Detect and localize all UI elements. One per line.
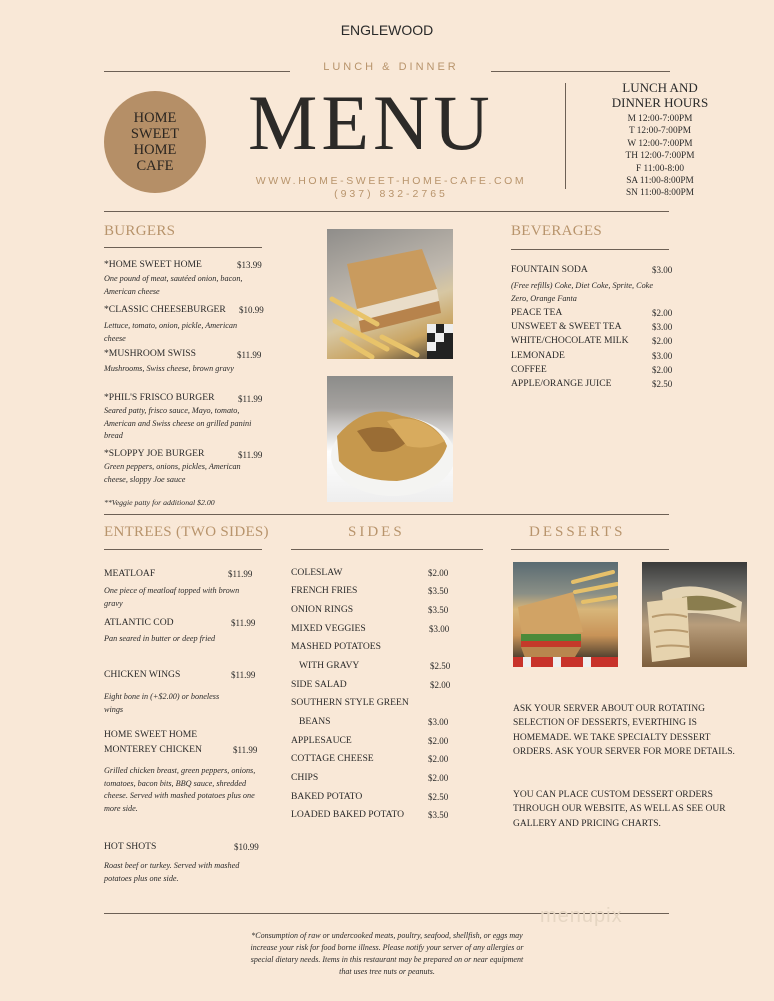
menu-item-name: APPLE/ORANGE JUICE xyxy=(511,378,612,389)
menu-item-name: ATLANTIC COD xyxy=(104,617,174,628)
menu-item-description: Grilled chicken breast, green peppers, onions, tomatoes, bacon bits, BBQ sauce, shredded cheese. Served with mashed potatoes plus one more side. xyxy=(104,766,256,813)
side-item-name: COLESLAW xyxy=(291,567,343,578)
menu-item-price: $11.99 xyxy=(237,350,262,360)
side-item-price: $3.00 xyxy=(429,624,450,634)
divider xyxy=(104,514,669,515)
logo-line: HOME xyxy=(133,142,177,158)
divider xyxy=(104,549,262,550)
menu-item-price: $10.99 xyxy=(234,842,259,852)
hours-row: T 12:00-7:00PM xyxy=(628,126,692,137)
menu-item-price: $2.00 xyxy=(652,308,673,318)
menu-item-price: $3.00 xyxy=(652,322,673,332)
hours-row: F 11:00-8:00 xyxy=(636,163,684,174)
sandwich-illustration xyxy=(327,229,453,359)
menu-item-price: $13.99 xyxy=(237,260,262,270)
menu-item-name: COFFEE xyxy=(511,364,547,375)
divider xyxy=(104,247,262,248)
menu-item-price: $11.99 xyxy=(238,450,263,460)
side-item-name: LOADED BAKED POTATO xyxy=(291,809,405,820)
side-item-price: $3.50 xyxy=(428,810,449,820)
menu-item-name: *PHIL'S FRISCO BURGER xyxy=(104,392,215,403)
hours-row: TH 12:00-7:00PM xyxy=(625,151,695,162)
hours-row: SN 11:00-8:00PM xyxy=(625,188,695,199)
hours-row: W 12:00-7:00PM xyxy=(627,138,693,149)
side-item-price: $3.00 xyxy=(428,717,449,727)
side-item-name: COTTAGE CHEESE xyxy=(291,753,374,764)
side-item-price: $2.00 xyxy=(428,736,449,746)
side-item-name: BAKED POTATO xyxy=(291,791,363,802)
logo-line: HOME xyxy=(133,110,177,126)
divider xyxy=(511,249,669,250)
menu-item-name: WHITE/CHOCOLATE MILK xyxy=(511,335,629,346)
menu-item-name: MONTEREY CHICKEN xyxy=(104,744,202,755)
menu-title: MENU xyxy=(248,79,494,166)
menu-item-name: LEMONADE xyxy=(511,350,565,361)
menu-item-name: *HOME SWEET HOME xyxy=(104,259,202,270)
menu-item-description: One pound of meat, sautéed onion, bacon, American cheese xyxy=(104,274,243,296)
side-item-name: APPLESAUCE xyxy=(291,735,352,746)
side-item-price: $2.50 xyxy=(430,661,451,671)
menu-item-name: *CLASSIC CHEESEBURGER xyxy=(104,304,226,315)
menu-item-price: $10.99 xyxy=(239,305,264,315)
gravy-plate-photo xyxy=(327,376,453,502)
hours-title: LUNCH AND xyxy=(622,80,698,95)
menu-item-description: Lettuce, tomato, onion, pickle, American cheese xyxy=(104,321,238,343)
menu-item-name: HOME SWEET HOME xyxy=(104,729,198,740)
cafe-logo xyxy=(104,91,206,193)
blt-photo xyxy=(513,562,618,667)
menu-item-description: (Free refills) Coke, Diet Coke, Sprite, Coke Zero, Orange Fanta xyxy=(511,281,653,303)
menu-item-price: $11.99 xyxy=(233,745,258,755)
menu-item-name: HOT SHOTS xyxy=(104,841,157,852)
menu-item-description: One piece of meatloaf topped with brown gravy xyxy=(104,586,240,608)
menu-item-description: Green peppers, onions, pickles, American cheese, sloppy Joe sauce xyxy=(104,462,241,484)
side-item-name: SOUTHERN STYLE GREEN xyxy=(291,697,409,708)
section-heading-sides: SIDES xyxy=(348,524,405,540)
hours-row: M 12:00-7:00PM xyxy=(627,114,693,124)
side-item-price: $2.00 xyxy=(428,568,449,578)
divider xyxy=(104,211,669,212)
menu-item-description: Seared patty, frisco sauce, Mayo, tomato, American and Swiss cheese on grilled panini bread xyxy=(104,406,252,440)
menu-item-price: $2.00 xyxy=(652,365,673,375)
tagline: LUNCH & DINNER xyxy=(323,61,459,73)
hours-block xyxy=(593,80,727,200)
section-heading-entrees: ENTREES (TWO SIDES) xyxy=(104,524,269,540)
divider xyxy=(104,71,290,72)
side-item-price: $2.50 xyxy=(428,792,449,802)
menu-item-price: $11.99 xyxy=(231,618,256,628)
divider xyxy=(511,549,669,550)
side-item-name: CHIPS xyxy=(291,772,319,783)
side-item-price: $2.00 xyxy=(428,773,449,783)
menu-item-price: $2.00 xyxy=(652,336,673,346)
menu-item-description: Pan seared in butter or deep fried xyxy=(104,634,216,643)
divider xyxy=(291,549,483,550)
divider xyxy=(491,71,670,72)
menu-item-price: $3.00 xyxy=(652,351,673,361)
menu-item-description: Eight bone in (+$2.00) or boneless wings xyxy=(104,692,220,714)
wrap-illustration xyxy=(642,562,747,667)
side-item-name: MASHED POTATOES xyxy=(291,641,381,652)
wrap-photo xyxy=(642,562,747,667)
menu-item-name: FOUNTAIN SODA xyxy=(511,264,588,275)
menu-item-name: PEACE TEA xyxy=(511,307,563,318)
logo-line: SWEET xyxy=(130,126,180,142)
section-heading-burgers: BURGERS xyxy=(104,223,176,239)
desserts-info-paragraph: ASK YOUR SERVER ABOUT OUR ROTATING SELECTION OF DESSERTS, EVERTHING IS HOMEMADE. WE TAKE SPECIALTY DESSERT ORDERS. ASK YOUR SERVER FOR MORE DETAILS. xyxy=(513,704,735,757)
side-item-price: $3.50 xyxy=(428,605,449,615)
side-item-name: WITH GRAVY xyxy=(299,660,360,671)
food-safety-disclaimer: *Consumption of raw or undercooked meats, poultry, seafood, shellfish, or eggs may increase your risk for food borne illness. Please notify your server of any allergies or special dietary needs. Items in this restaurant may be prepared on or near equipment that uses tree nuts or peanuts. xyxy=(250,931,524,976)
watermark: menupix xyxy=(540,905,623,927)
hours-row: SA 11:00-8:00PM xyxy=(626,176,694,187)
hours-title: DINNER HOURS xyxy=(611,95,709,110)
menu-item-price: $2.50 xyxy=(652,379,673,389)
side-item-name: ONION RINGS xyxy=(291,604,354,615)
menu-item-name: *MUSHROOM SWISS xyxy=(104,348,196,359)
side-item-price: $3.50 xyxy=(428,586,449,596)
side-item-name: SIDE SALAD xyxy=(291,679,347,690)
logo-line: CAFE xyxy=(136,158,174,174)
menu-item-name: UNSWEET & SWEET TEA xyxy=(511,321,622,332)
vertical-divider xyxy=(565,83,566,189)
menu-item-price: $11.99 xyxy=(231,670,256,680)
side-item-price: $2.00 xyxy=(428,754,449,764)
side-item-name: MIXED VEGGIES xyxy=(291,623,366,634)
side-item-name: BEANS xyxy=(299,716,331,727)
menu-item-price: $11.99 xyxy=(238,394,263,404)
menu-item-price: $3.00 xyxy=(652,265,673,275)
menu-item-price: $11.99 xyxy=(228,569,253,579)
side-item-name: FRENCH FRIES xyxy=(291,585,358,596)
phone-number[interactable]: (937) 832-2765 xyxy=(334,188,448,200)
menu-item-description: Mushrooms, Swiss cheese, brown gravy xyxy=(104,364,234,373)
side-item-price: $2.00 xyxy=(430,680,451,690)
location-label: ENGLEWOOD xyxy=(340,22,434,38)
veggie-note: **Veggie patty for additional $2.00 xyxy=(104,498,215,507)
blt-illustration xyxy=(513,562,618,667)
desserts-order-paragraph: YOU CAN PLACE CUSTOM DESSERT ORDERS THROUGH OUR WEBSITE, AS WELL AS SEE OUR GALLERY AND PRICING CHARTS. xyxy=(513,790,726,829)
sandwich-fries-photo xyxy=(327,229,453,359)
section-heading-desserts: DESSERTS xyxy=(529,524,626,540)
website-link[interactable]: WWW.HOME-SWEET-HOME-CAFE.COM xyxy=(255,175,527,187)
menu-item-name: CHICKEN WINGS xyxy=(104,669,181,680)
gravy-plate-illustration xyxy=(327,376,453,502)
menu-item-name: MEATLOAF xyxy=(104,568,156,579)
menu-item-description: Roast beef or turkey. Served with mashed potatoes plus one side. xyxy=(104,861,240,883)
section-heading-beverages: BEVERAGES xyxy=(511,223,603,239)
menu-item-name: *SLOPPY JOE BURGER xyxy=(104,448,205,459)
